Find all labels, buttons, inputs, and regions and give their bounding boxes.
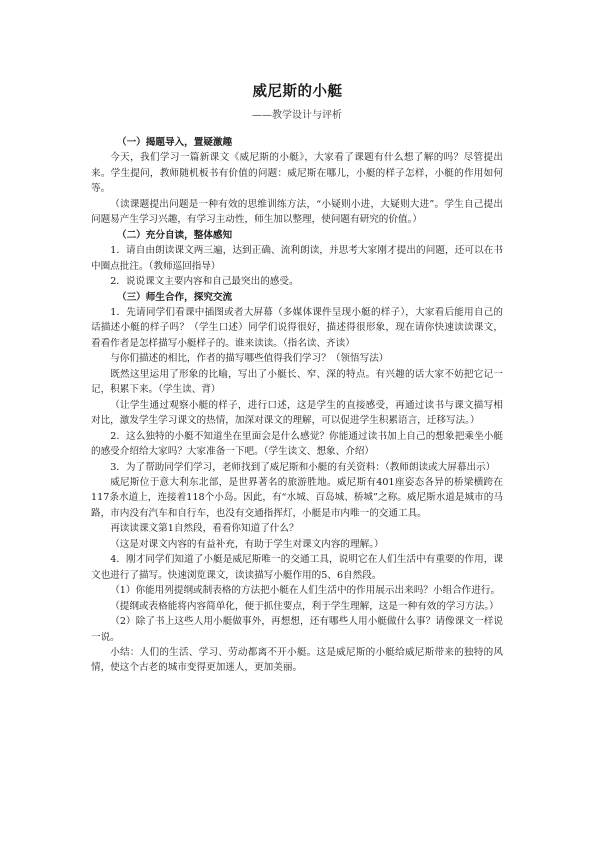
section-heading: （二）充分自读，整体感知 — [117, 229, 233, 241]
paragraph: （1）你能用列提纲或制表格的方法把小艇在人们生活中的作用展示出来吗？小组合作进行。 — [110, 585, 501, 597]
paragraph: 2．说说课文主要内容和自己最突出的感受。 — [110, 276, 299, 288]
paragraph: 2．这么独特的小艇不知道坐在里面会是什么感觉？你能通过读书加上自己的想象把乘坐小艇的感受介绍给大家吗？大家准备一下吧。（学生读文、想象、介绍） — [91, 430, 503, 458]
paragraph: 既然这里运用了形象的比喻，写出了小艇长、窄、深的特点。有兴趣的话大家不妨把它记一记，积累下来。（学生读、背） — [91, 368, 503, 396]
document-title: 威尼斯的小艇 — [252, 84, 343, 100]
paragraph: 威尼斯位于意大利东北部，是世界著名的旅游胜地。威尼斯有401座姿态各异的桥梁横跨在117条水道上，连接着118个小岛。因此，有“水城、百岛城、桥城”之称。威尼斯水道是城市的马路，市内没有汽车和自行车，也没有交通指挥灯，小艇是市内唯一的交通工具。 — [91, 476, 503, 519]
paragraph: 3．为了帮助同学们学习，老师找到了威尼斯和小艇的有关资料：（教师朗读或大屏幕出示） — [110, 461, 496, 473]
paragraph: 4．刚才同学们知道了小艇是威尼斯唯一的交通工具，说明它在人们生活中有重要的作用，课文也进行了描写。快速浏览课文，读读描写小艇作用的5、6自然段。 — [91, 554, 503, 581]
document-subtitle: ——教学设计与评析 — [252, 110, 342, 121]
paragraph: 与你们描述的相比，作者的描写哪些值得我们学习？（领悟写法） — [110, 353, 389, 365]
section-heading: （一）揭题导入，置疑激趣 — [117, 137, 233, 148]
section-heading: （三）师生合作，探究交流 — [117, 291, 233, 303]
paragraph: 再读读课文第1自然段，看看你知道了什么？ — [110, 523, 299, 535]
document-body — [91, 135, 503, 676]
paragraph: （这是对课文内容的有益补充，有助于学生对课文内容的理解。） — [110, 538, 384, 550]
paragraph: （2）除了书上这些人用小艇做事外，再想想，还有哪些人用小艇做什么事？请像课文一样说一说。 — [91, 616, 503, 643]
paragraph: （提纲或表格能将内容简单化，便于抓住要点，利于学生理解，这是一种有效的学习方法。） — [110, 600, 499, 612]
paragraph: 1．请自由朗读课文两三遍，达到正确、流利朗读，并思考大家刚才提出的问题，还可以在书中圈点批注。（教师巡回指导） — [91, 245, 503, 272]
paragraph: 小结：人们的生活、学习、劳动都离不开小艇。这是威尼斯的小艇给威尼斯带来的独特的风情，使这个古老的城市变得更加迷人，更加美丽。 — [91, 646, 503, 674]
paragraph: 今天，我们学习一篇新课文《威尼斯的小艇》，大家看了课题有什么想了解的吗？尽管提出来。学生提问，教师随机板书有价值的问题：威尼斯在哪儿，小艇的样子怎样，小艇的作用如何等。 — [91, 152, 503, 195]
paragraph: 1．先请同学们看课中插图或者大屏幕（多媒体课件呈现小艇的样子），大家看后能用自己的话描述小艇的样子吗？（学生口述）同学们说得很好，描述得很形象，现在请你快速读读课文，看看作者是怎样描写小艇样子的。谁来读读。（指名读、齐读） — [91, 306, 503, 349]
paragraph: （让学生通过观察小艇的样子，进行口述，这是学生的直接感受，再通过读书与课文描写相对比，激发学生学习课文的热情，加深对课文的理解，可以促进学生积累语言，迁移写法。） — [91, 399, 503, 427]
paragraph: （读课题提出问题是一种有效的思维训练方法，“小疑则小进，大疑则大进”。学生自己提出问题易产生学习兴趣，有学习主动性，师生加以整理，使问题有研究的价值。） — [91, 198, 503, 226]
